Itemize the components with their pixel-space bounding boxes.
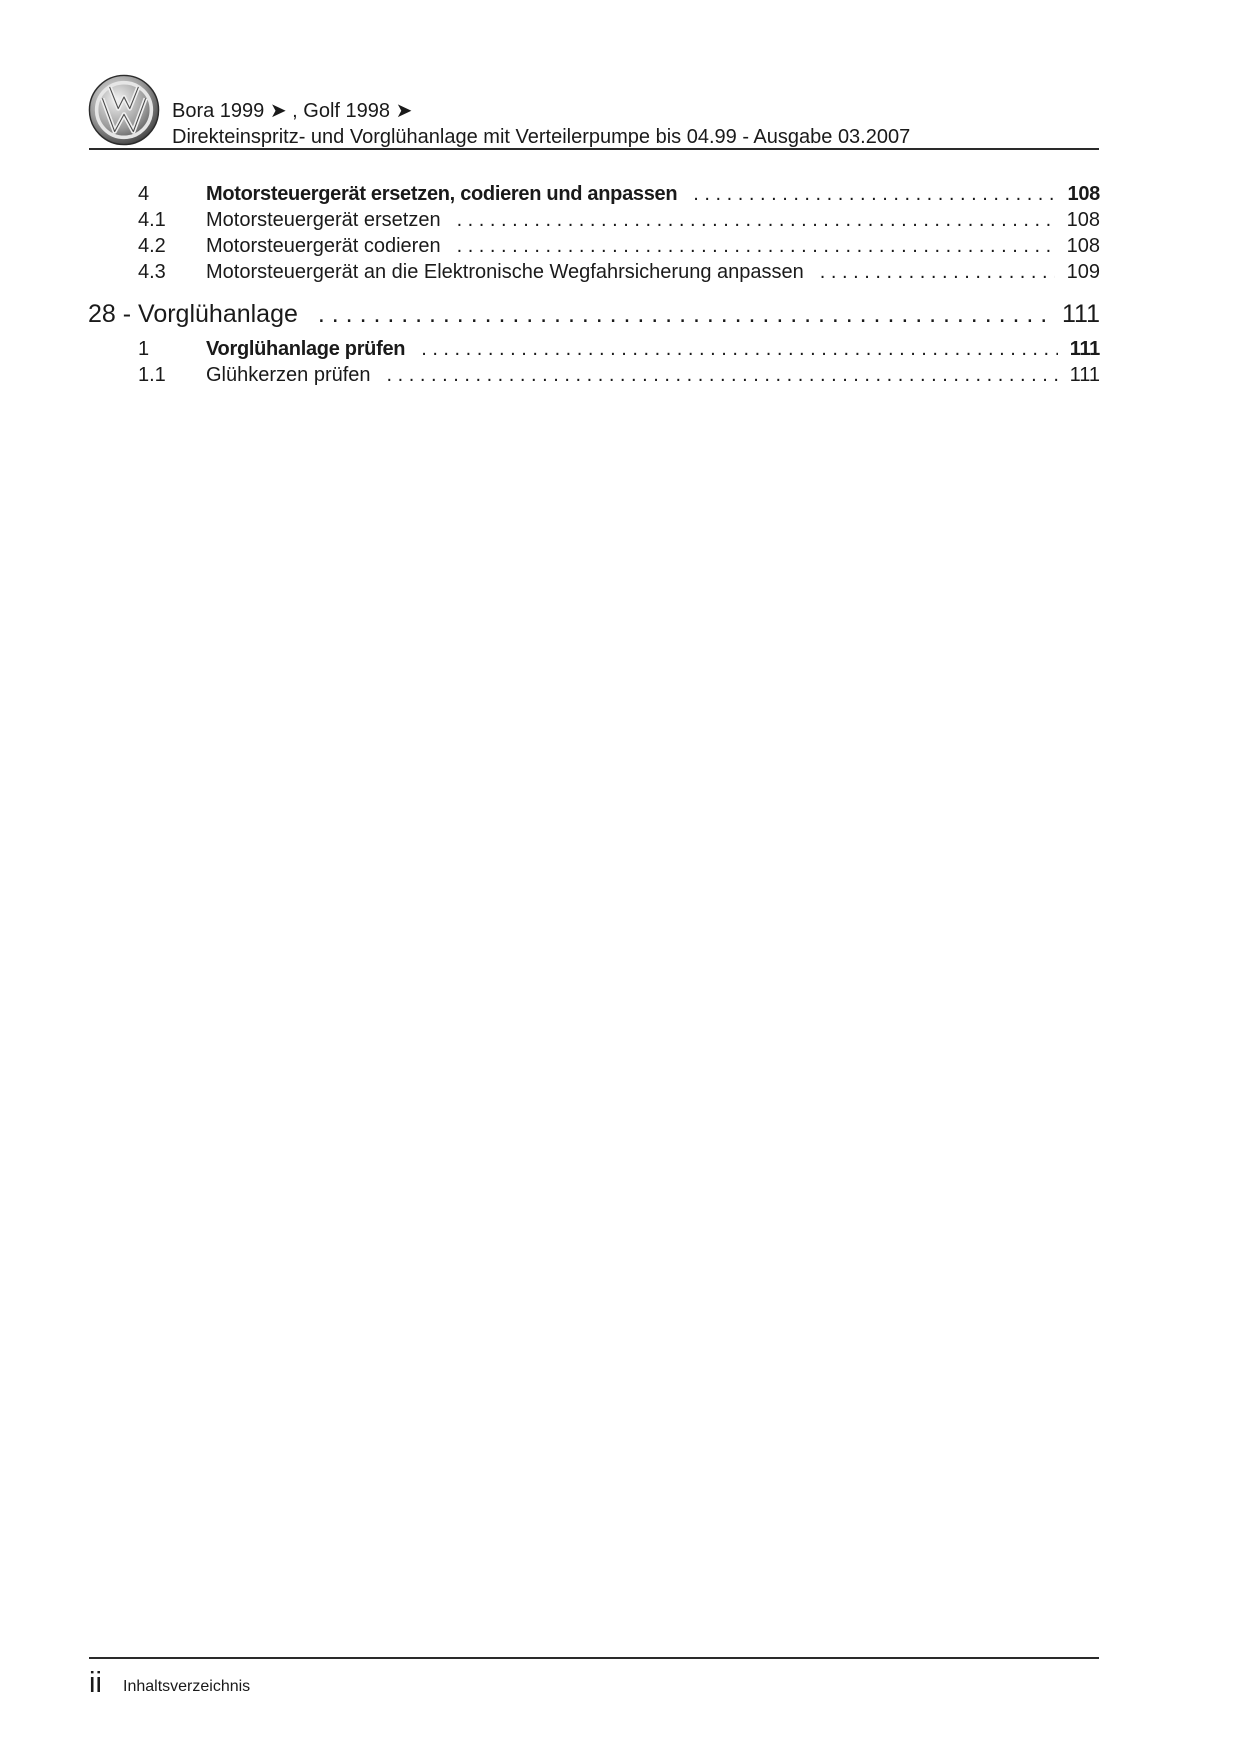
toc-entry-page: 111 <box>1069 338 1100 360</box>
header-manual-title: Direkteinspritz- und Vorglühanlage mit Verteilerpumpe bis 04.99 - Ausgabe 03.2007 <box>172 126 911 148</box>
toc-entry-page: 108 <box>1067 183 1100 205</box>
toc-entry-number: 4.1 <box>138 209 166 231</box>
toc-entry-title: Vorglühanlage prüfen <box>206 338 406 360</box>
toc-chapter-title: 28 - Vorglühanlage <box>88 300 298 328</box>
dot-leader <box>318 300 1056 329</box>
toc-entry-4-3[interactable] <box>138 261 1100 284</box>
toc-entry-title: Motorsteuergerät ersetzen, codieren und anpassen <box>206 183 678 205</box>
toc-entry-page: 111 <box>1069 364 1100 386</box>
toc-entry-number: 4.3 <box>138 261 166 283</box>
toc-entry-4-1[interactable] <box>138 209 1100 232</box>
toc-entry-page: 108 <box>1066 209 1100 231</box>
header-vehicle-line: Bora 1999 ➤ , Golf 1998 ➤ <box>172 100 413 122</box>
dot-leader <box>387 364 1058 387</box>
footer-divider <box>89 1657 1099 1659</box>
footer-section-label: Inhaltsverzeichnis <box>123 1678 251 1695</box>
toc-entry-number: 4 <box>138 183 150 205</box>
dot-leader <box>421 338 1058 361</box>
toc-entry-number: 1 <box>138 338 150 360</box>
toc-chapter-28[interactable] <box>88 300 1100 329</box>
toc-chapter-page: 111 <box>1061 300 1100 328</box>
toc-entry-number: 1.1 <box>138 364 166 386</box>
toc-entry-1-1[interactable] <box>138 364 1100 387</box>
toc-entry-1[interactable] <box>138 338 1100 361</box>
toc-entry-title: Glühkerzen prüfen <box>206 364 371 386</box>
toc-entry-title: Motorsteuergerät ersetzen <box>206 209 441 231</box>
vw-logo-icon <box>88 74 160 146</box>
toc-entry-title: Motorsteuergerät codieren <box>206 235 441 257</box>
dot-leader <box>457 209 1055 232</box>
header-divider <box>89 148 1099 150</box>
toc-entry-number: 4.2 <box>138 235 166 257</box>
dot-leader <box>693 183 1055 206</box>
footer-page-number: ii <box>89 1667 102 1699</box>
dot-leader <box>820 261 1055 284</box>
dot-leader <box>457 235 1055 258</box>
document-header <box>172 98 910 150</box>
toc-entry-page: 109 <box>1066 261 1100 283</box>
toc-entry-title: Motorsteuergerät an die Elektronische Wegfahrsicherung anpassen <box>206 261 804 283</box>
toc-entry-4[interactable] <box>138 183 1100 206</box>
toc-entry-4-2[interactable] <box>138 235 1100 258</box>
toc-entry-page: 108 <box>1066 235 1100 257</box>
